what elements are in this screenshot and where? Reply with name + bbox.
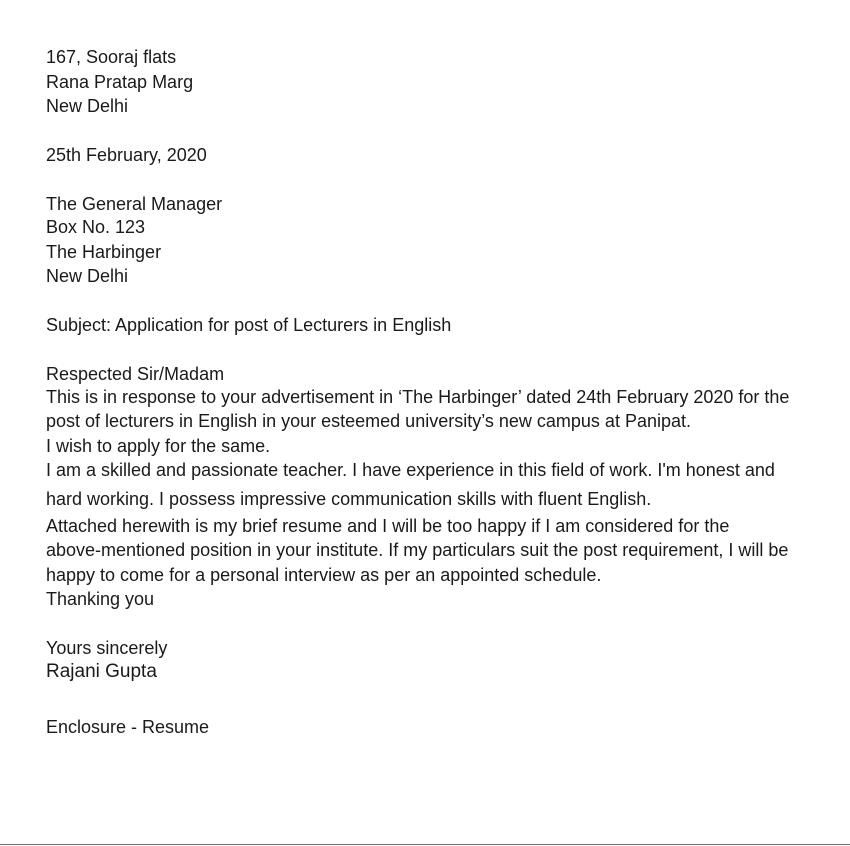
sender-address-line-2: Rana Pratap Marg [46,72,194,92]
body-paragraph-4-line-2: above-mentioned position in your institute. If my particulars suit the post requirement, I will be [46,540,789,560]
closing: Yours sincerely [46,638,168,658]
recipient-address-line-1: The General Manager [46,194,223,214]
recipient-address-line-3: The Harbinger [46,242,162,262]
body-paragraph-4-line-1: Attached herewith is my brief resume and I will be too happy if I am considered for the [46,516,730,536]
body-paragraph-5: Thanking you [46,589,155,609]
signer-name: Rajani Gupta [46,661,157,682]
letter-date: 25th February, 2020 [46,145,207,165]
sender-address-line-1: 167, Sooraj flats [46,47,177,67]
bottom-divider [0,844,850,845]
enclosure-note: Enclosure - Resume [46,717,210,737]
recipient-address-line-2: Box No. 123 [46,217,146,237]
body-paragraph-3-line-1: I am a skilled and passionate teacher. I have experience in this field of work. I'm honest and [46,460,775,480]
recipient-address-line-4: New Delhi [46,266,129,286]
body-paragraph-2: I wish to apply for the same. [46,436,271,456]
body-paragraph-4-line-3: happy to come for a personal interview as per an appointed schedule. [46,565,602,585]
body-paragraph-1-line-1: This is in response to your advertisement in ‘The Harbinger’ dated 24th February 2020 for the [46,387,790,407]
body-paragraph-1-line-2: post of lecturers in English in your esteemed university’s new campus at Panipat. [46,411,691,431]
sender-address-line-3: New Delhi [46,96,129,116]
subject-line: Subject: Application for post of Lecturers in English [46,315,452,335]
body-paragraph-3-line-2: hard working. I possess impressive communication skills with fluent English. [46,489,652,509]
salutation: Respected Sir/Madam [46,364,225,384]
